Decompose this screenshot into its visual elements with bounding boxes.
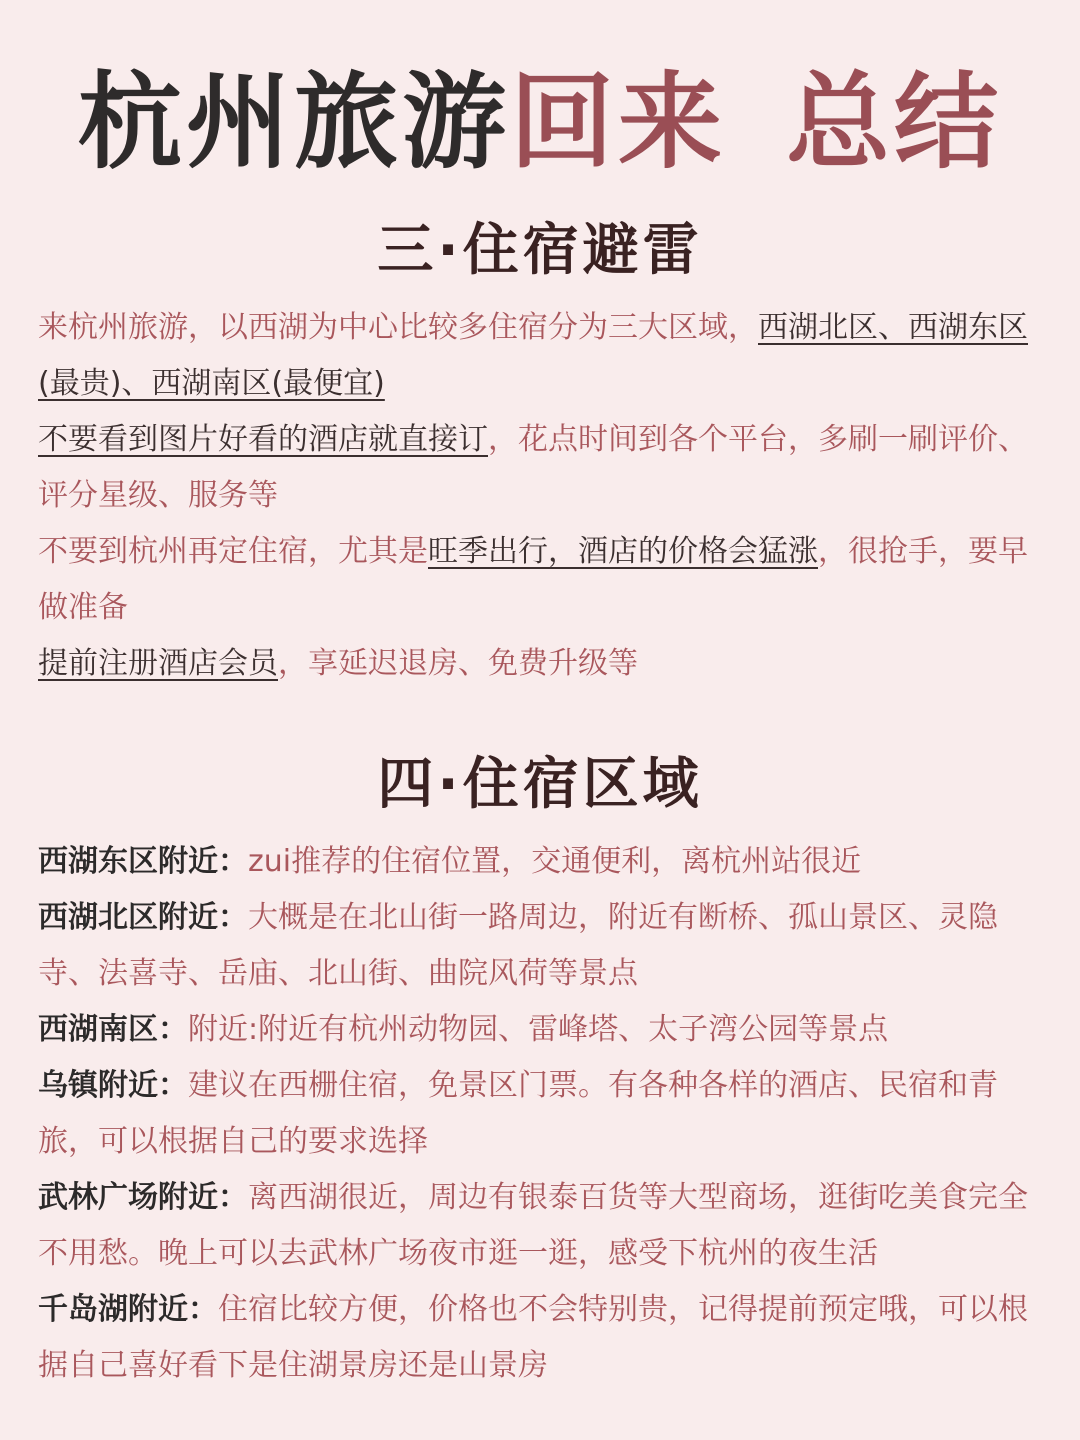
pitfall-paragraph-1: [38, 300, 1038, 412]
area-label: 西湖东区附近：: [38, 844, 248, 879]
pitfall-paragraph-3: [38, 524, 1038, 636]
accommodation-areas-block: [38, 834, 1038, 1394]
pitfall-3-text-after: ，很抢手，要早做准备: [38, 534, 1028, 625]
area-item: [38, 1058, 1038, 1170]
area-text: 大概是在北山街一路周边，附近有断桥、孤山景区、灵隐寺、法喜寺、岳庙、北山街、曲院风荷等景点: [38, 900, 998, 991]
area-label: 武林广场附近：: [38, 1180, 248, 1215]
area-item: [38, 1170, 1038, 1282]
area-item: [38, 1002, 1038, 1058]
pitfall-3-text-before: 不要到杭州再定住宿，尤其是: [38, 534, 428, 569]
area-item: [38, 890, 1038, 1002]
area-text: 建议在西栅住宿，免景区门票。有各种各样的酒店、民宿和青旅，可以根据自己的要求选择: [38, 1068, 998, 1159]
area-text: 住宿比较方便，价格也不会特别贵，记得提前预定哦，可以根据自己喜好看下是住湖景房还是山景房: [38, 1292, 1028, 1383]
section-heading-accommodation-areas: 四·住宿区域: [377, 752, 703, 817]
area-text: zui推荐的住宿位置，交通便利，离杭州站很近: [248, 844, 862, 879]
area-label: 千岛湖附近：: [38, 1292, 218, 1327]
area-text: 离西湖很近，周边有银泰百货等大型商场，逛街吃美食完全不用愁。晚上可以去武林广场夜市逛一逛，感受下杭州的夜生活: [38, 1180, 1028, 1271]
area-label: 乌镇附近：: [38, 1068, 188, 1103]
area-item: [38, 834, 1038, 890]
area-text: 附近:附近有杭州动物园、雷峰塔、太子湾公园等景点: [188, 1012, 889, 1047]
pitfall-4-highlight: 提前注册酒店会员: [38, 646, 278, 681]
pitfall-3-highlight: 旺季出行，酒店的价格会猛涨: [428, 534, 818, 569]
title-part-1: 杭州旅游: [77, 61, 510, 183]
pitfall-1-highlight: 西湖北区、西湖东区(最贵)、西湖南区(最便宜): [38, 310, 1028, 401]
area-label: 西湖南区：: [38, 1012, 188, 1047]
pitfall-paragraph-2: [38, 412, 1038, 524]
section-heading-accommodation-pitfalls: 三·住宿避雷: [377, 218, 703, 283]
title-part-2: 回来: [509, 61, 726, 183]
pitfall-paragraph-4: [38, 636, 1038, 692]
pitfall-4-text: ，享延迟退房、免费升级等: [278, 646, 638, 681]
accommodation-pitfalls-block: [38, 300, 1038, 692]
title-part-3: 总结: [786, 61, 1003, 183]
pitfall-2-highlight: 不要看到图片好看的酒店就直接订: [38, 422, 488, 457]
area-label: 西湖北区附近：: [38, 900, 248, 935]
page-title: [0, 62, 1080, 182]
area-item: [38, 1282, 1038, 1394]
pitfall-1-text: 来杭州旅游，以西湖为中心比较多住宿分为三大区域，: [38, 310, 758, 345]
pitfall-2-text: ，花点时间到各个平台，多刷一刷评价、评分星级、服务等: [38, 422, 1028, 513]
